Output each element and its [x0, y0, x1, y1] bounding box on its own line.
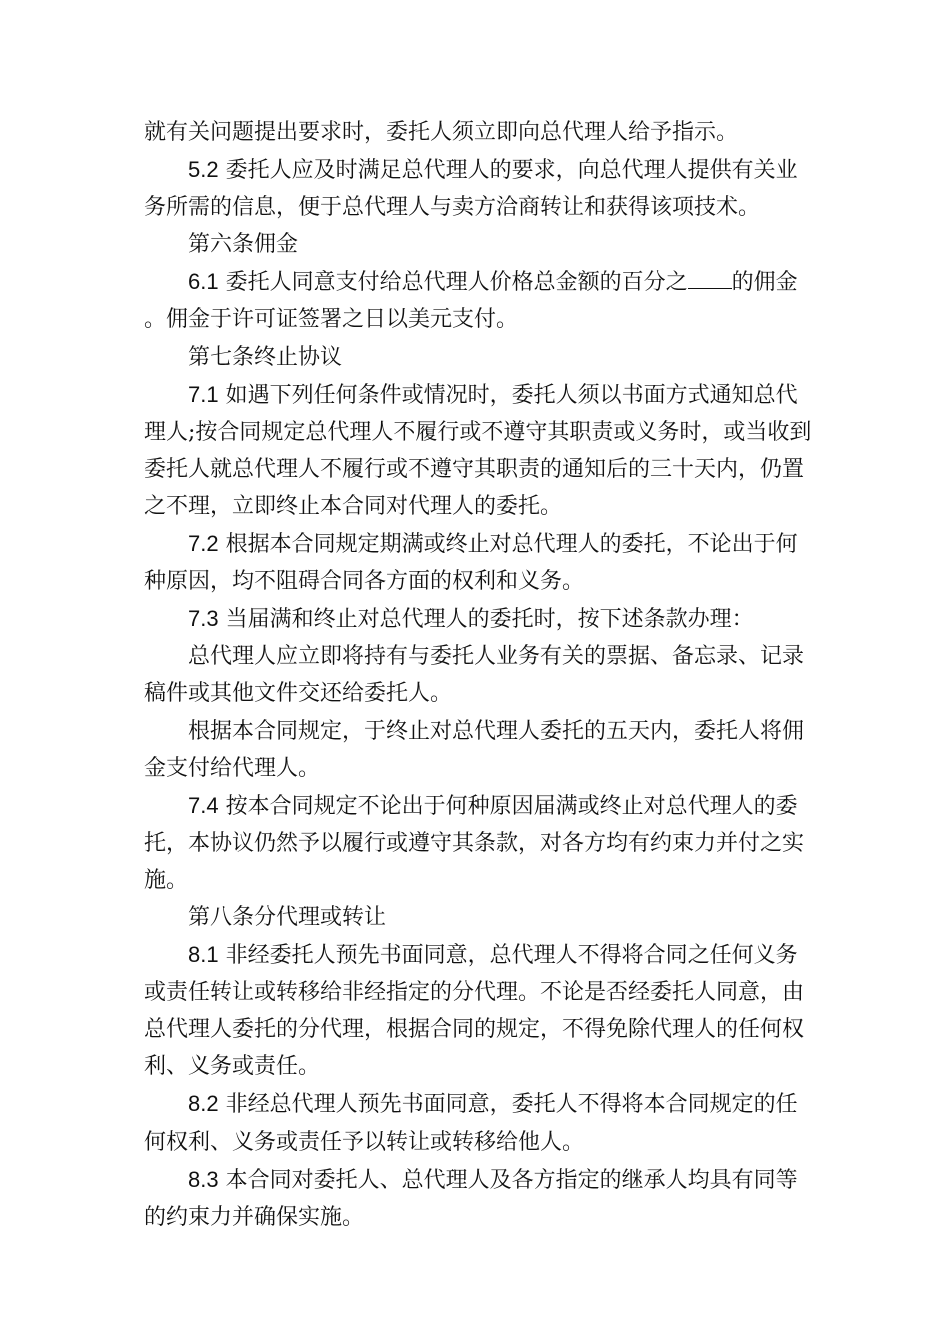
clause-7-1	[144, 376, 814, 525]
clause-8-2	[144, 1085, 814, 1160]
clause-text: 根据本合同规定期满或终止对总代理人的委托，不论出于何种原因，均不阻碍合同各方面的权利和义务。	[144, 532, 798, 595]
article-6-heading	[144, 226, 814, 263]
article-8-heading	[144, 899, 814, 936]
clause-8-1	[144, 936, 814, 1085]
clause-7-4	[144, 787, 814, 899]
clause-number: 8.1	[188, 942, 219, 968]
article-title: 第七条终止协议	[188, 344, 343, 370]
clause-text-after-blank: 的佣金。佣金于许可证签署之日以美元支付。	[144, 270, 798, 333]
clause-number: 7.1	[188, 381, 219, 407]
clause-5-2	[144, 151, 814, 226]
clause-8-3	[144, 1161, 814, 1236]
paragraph-text: 就有关问题提出要求时，委托人须立即向总代理人给予指示。	[144, 120, 739, 145]
clause-7-3-item-a	[144, 638, 814, 712]
clause-number: 8.3	[188, 1166, 219, 1192]
article-title: 第六条佣金	[188, 232, 299, 258]
article-title: 第八条分代理或转让	[188, 904, 387, 930]
clause-text: 如遇下列任何条件或情况时，委托人须以书面方式通知总代理人;按合同规定总代理人不履行或不遵守其职责或义务时，或当收到委托人就总代理人不履行或不遵守其职责的通知后的三十天内，仍置之不理，立即终止本合同对代理人的委托。	[144, 382, 812, 519]
clause-number: 7.2	[188, 531, 219, 557]
document-body	[144, 114, 814, 1236]
clause-text: 按本合同规定不论出于何种原因届满或终止对总代理人的委托，本协议仍然予以履行或遵守其条款，对各方均有约束力并付之实施。	[144, 793, 805, 893]
clause-number: 8.2	[188, 1091, 219, 1117]
clause-6-1	[144, 263, 814, 338]
clause-text: 总代理人应立即将持有与委托人业务有关的票据、备忘录、记录稿件或其他文件交还给委托人。	[144, 644, 805, 707]
paragraph-continuation	[144, 114, 814, 151]
clause-number: 5.2	[188, 157, 219, 183]
clause-text: 本合同对委托人、总代理人及各方指定的继承人均具有同等的约束力并确保实施。	[144, 1167, 798, 1230]
clause-text: 委托人应及时满足总代理人的要求，向总代理人提供有关业务所需的信息，便于总代理人与卖方洽商转让和获得该项技术。	[144, 158, 798, 221]
article-7-heading	[144, 339, 814, 376]
clause-7-2	[144, 525, 814, 600]
clause-text-before-blank: 委托人同意支付给总代理人价格总金额的百分之	[225, 270, 688, 296]
clause-number: 6.1	[188, 269, 219, 295]
fill-in-blank[interactable]	[688, 270, 732, 289]
clause-7-3	[144, 600, 814, 638]
clause-7-3-item-b	[144, 713, 814, 787]
clause-number: 7.3	[188, 606, 219, 632]
clause-number: 7.4	[188, 792, 219, 818]
clause-text: 非经委托人预先书面同意，总代理人不得将合同之任何义务或责任转让或转移给非经指定的分代理。不论是否经委托人同意，由总代理人委托的分代理，根据合同的规定，不得免除代理人的任何权利、义务或责任。	[144, 943, 805, 1080]
clause-text: 非经总代理人预先书面同意，委托人不得将本合同规定的任何权利、义务或责任予以转让或转移给他人。	[144, 1092, 798, 1155]
clause-text: 根据本合同规定，于终止对总代理人委托的五天内，委托人将佣金支付给代理人。	[144, 718, 805, 781]
clause-text: 当届满和终止对总代理人的委托时，按下述条款办理：	[225, 607, 754, 633]
